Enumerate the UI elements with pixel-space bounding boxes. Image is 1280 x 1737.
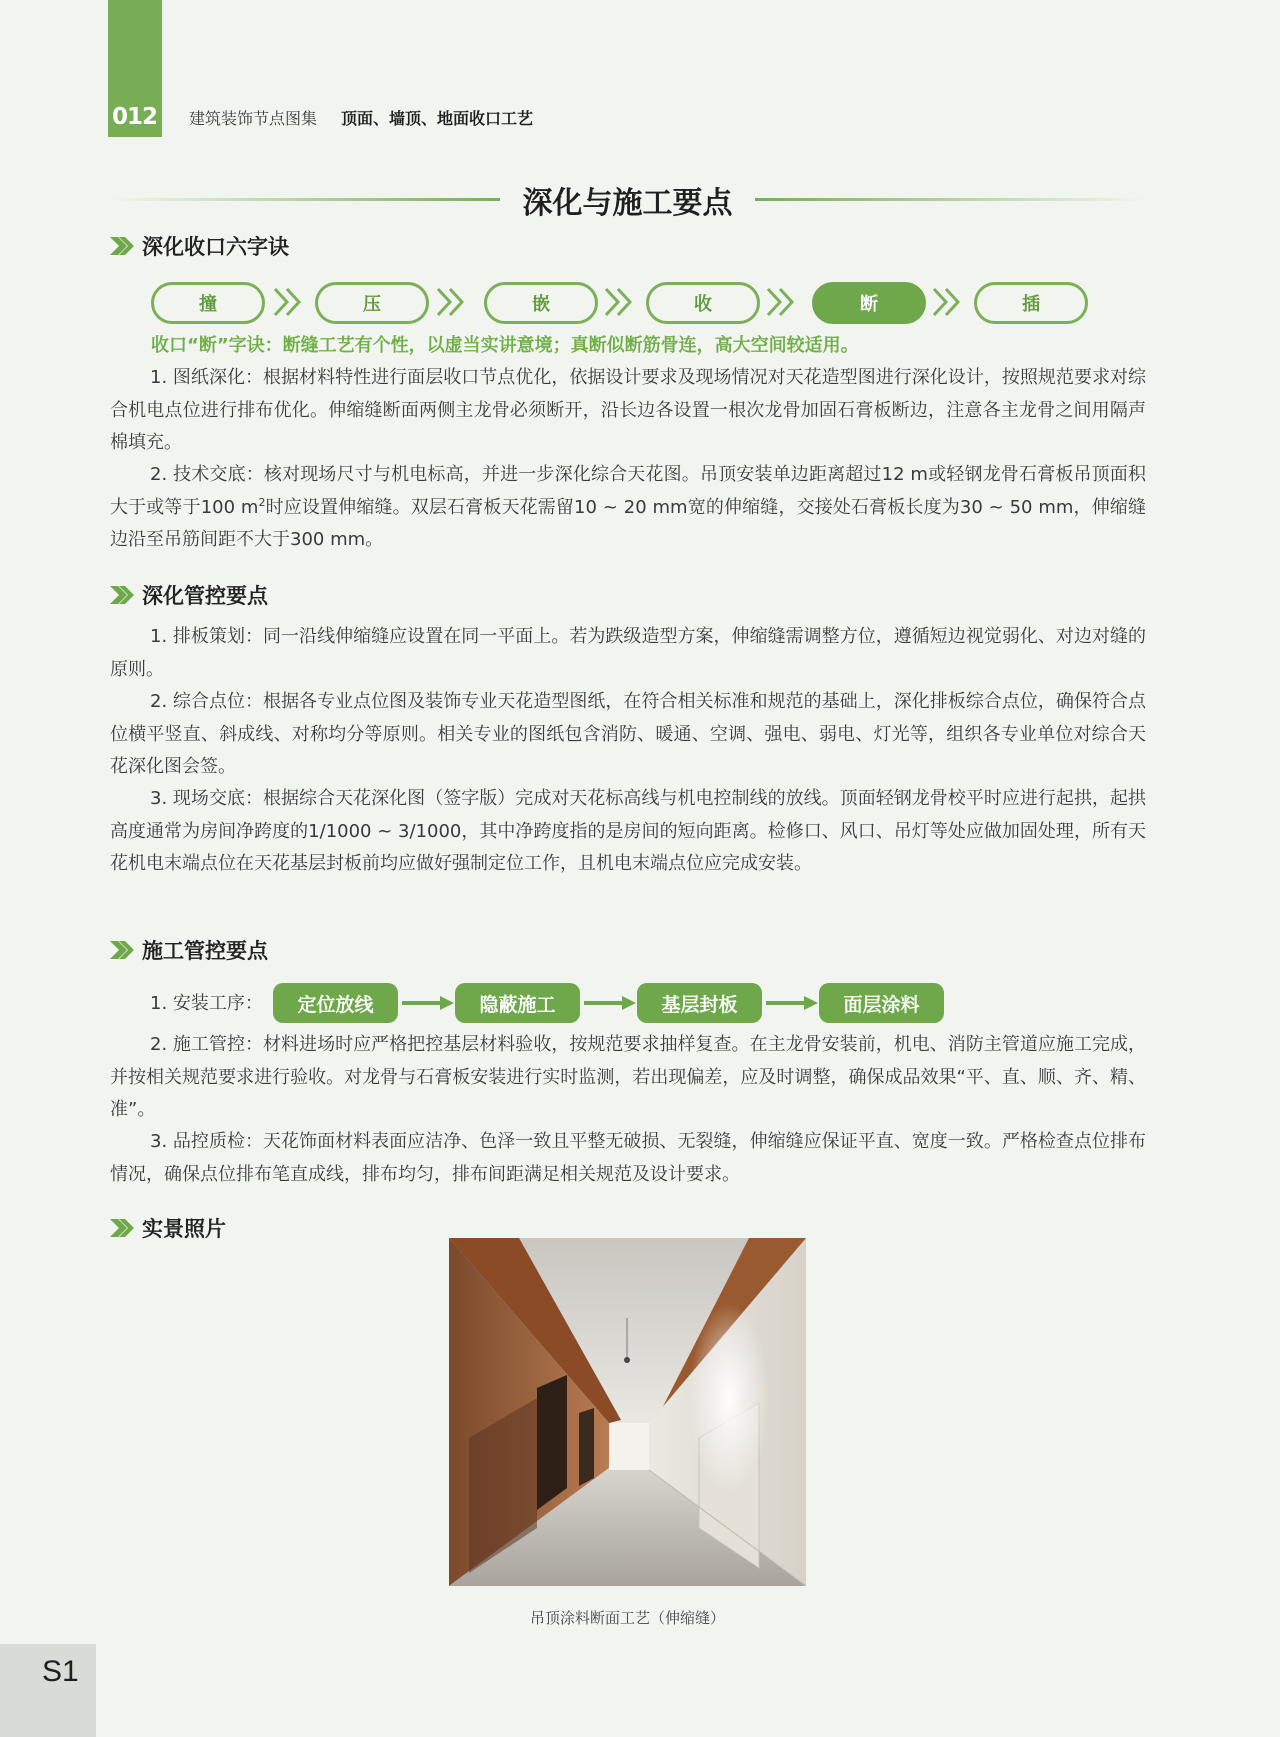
double-chevron-icon xyxy=(110,584,136,606)
flow-step-concealed-work: 隐蔽施工 xyxy=(455,983,580,1023)
page-number: 012 xyxy=(112,104,158,130)
section-heading-2 xyxy=(110,580,268,610)
paragraph-layout-planning: 1. 排板策划：同一沿线伸缩缝应设置在同一平面上。若为跌级造型方案，伸缩缝需调整方位，遵循短边视觉弱化、对边对缝的原则。 xyxy=(110,626,1146,680)
double-chevron-icon xyxy=(110,1217,136,1239)
duan-motto: 收口“断”字诀：断缝工艺有个性，以虚当实讲意境；真断似断筋骨连，高大空间较适用。 xyxy=(151,335,859,356)
six-character-steps xyxy=(151,282,1091,322)
paragraph-text: 2. 技术交底：核对现场尺寸与机电标高，并进一步深化综合天花图。吊顶安装单边距离超过12 m或轻钢龙骨石膏板吊顶面积大于或等于100 m xyxy=(110,464,1146,518)
double-chevron-icon xyxy=(110,235,136,257)
superscript: 2 xyxy=(258,495,266,509)
flow-step-positioning: 定位放线 xyxy=(273,983,398,1023)
section-heading-1 xyxy=(110,231,289,261)
section-heading-text: 深化收口六字诀 xyxy=(142,235,289,259)
flow-label: 1. 安装工序： xyxy=(150,993,263,1014)
chevron-right-icon xyxy=(930,286,966,318)
paragraph-construction-control: 2. 施工管控：材料进场时应严格把控基层材料验收，按规范要求抽样复查。在主龙骨安装前，机电、消防主管道应施工完成，并按相关规范要求进行验收。对龙骨与石膏板安装进行实时监测，若出现偏差，应及时调整，确保成品效果“平、直、顺、齐、精、准”。 xyxy=(110,1034,1146,1120)
photo-caption: 吊顶涂料断面工艺（伸缩缝） xyxy=(529,1609,725,1627)
chevron-right-icon xyxy=(271,286,307,318)
arrow-right-icon xyxy=(582,995,638,1011)
book-title: 建筑装饰节点图集 xyxy=(189,109,318,128)
step-pill-duan: 断 xyxy=(812,282,926,324)
section-heading-text: 实景照片 xyxy=(142,1217,226,1241)
section-heading-3 xyxy=(110,935,268,965)
section-heading-4 xyxy=(110,1213,226,1243)
flow-step-base-board: 基层封板 xyxy=(637,983,762,1023)
chevron-right-icon xyxy=(764,286,800,318)
paragraph-drawing-deepening: 1. 图纸深化：根据材料特性进行面层收口节点优化，依据设计要求及现场情况对天花造型图进行深化设计，按照规范要求对综合机电点位进行排布优化。伸缩缝断面两侧主龙骨必须断开，沿长边各设置一根次龙骨加固石膏板断边，注意各主龙骨之间用隔声棉填充。 xyxy=(110,367,1146,453)
section-heading-text: 施工管控要点 xyxy=(142,939,268,963)
step-pill-zhuang: 撞 xyxy=(151,282,265,324)
flow-step-coating: 面层涂料 xyxy=(819,983,944,1023)
chevron-right-icon xyxy=(434,286,470,318)
chevron-right-icon xyxy=(602,286,638,318)
page-title: 深化与施工要点 xyxy=(522,186,733,221)
paragraph-quality-check: 3. 品控质检：天花饰面材料表面应洁净、色泽一致且平整无破损、无裂缝，伸缩缝应保证平直、宽度一致。严格检查点位排布情况，确保点位排布笔直成线，排布均匀，排布间距满足相关规范及设计要求。 xyxy=(110,1131,1146,1185)
arrow-right-icon xyxy=(400,995,456,1011)
section-heading-text: 深化管控要点 xyxy=(142,584,268,608)
chapter-title: 顶面、墙顶、地面收口工艺 xyxy=(341,109,534,128)
arrow-right-icon xyxy=(764,995,820,1011)
paragraph-site-briefing: 3. 现场交底：根据综合天花深化图（签字版）完成对天花标高线与机电控制线的放线。顶面轻钢龙骨校平时应进行起拱，起拱高度通常为房间净跨度的1/1000 ~ 3/1000，其中净跨度指的是房间的短向距离。检修口、风口、吊灯等处应做加固处理，所有天花机电末端点位在天花基层封板前均应做好强制定位工作，且机电末端点位应完成安装。 xyxy=(110,788,1146,874)
step-pill-cha: 插 xyxy=(974,282,1088,324)
step-pill-qian: 嵌 xyxy=(484,282,598,324)
paragraph-technical-briefing xyxy=(110,459,1146,557)
step-pill-ya: 压 xyxy=(315,282,429,324)
footer-label: S1 xyxy=(42,1655,79,1688)
page-title-block xyxy=(110,176,1145,220)
title-rule-right xyxy=(755,198,1145,201)
paragraph-integrated-points: 2. 综合点位：根据各专业点位图及装饰专业天花造型图纸，在符合相关标准和规范的基础上，深化排板综合点位，确保符合点位横平竖直、斜成线、对称均分等原则。相关专业的图纸包含消防、暖通、空调、强电、弱电、灯光等，组织各专业单位对综合天花深化图会签。 xyxy=(110,691,1146,777)
step-pill-shou: 收 xyxy=(646,282,760,324)
installation-flow xyxy=(110,983,1010,1023)
double-chevron-icon xyxy=(110,939,136,961)
title-rule-left xyxy=(110,198,500,201)
paragraph-text: 时应设置伸缩缝。双层石膏板天花需留10 ~ 20 mm宽的伸缩缝，交接处石膏板长度为30 ~ 50 mm，伸缩缝边沿至吊筋间距不大于300 mm。 xyxy=(110,496,1146,550)
corridor-photo xyxy=(449,1238,806,1586)
